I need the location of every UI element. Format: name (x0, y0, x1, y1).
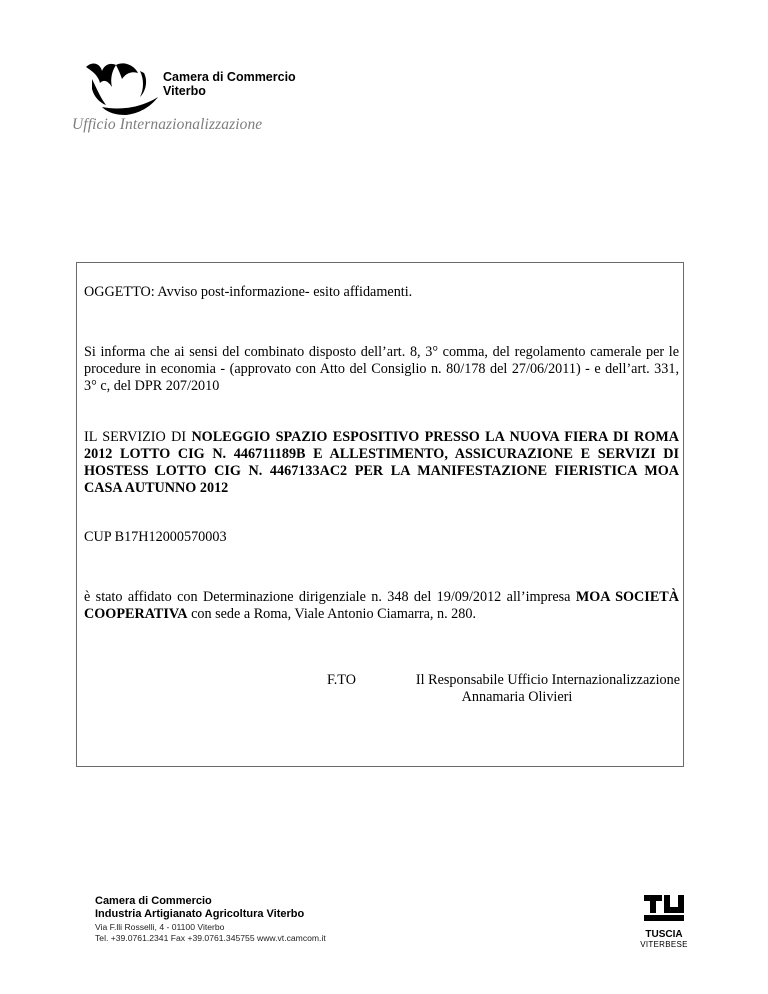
header-org-name (163, 70, 296, 98)
footer-org-line2: Industria Artigianato Agricoltura Viterbo (95, 908, 305, 920)
tuscia-name: TUSCIA (645, 929, 683, 940)
service-prefix: IL SERVIZIO DI (84, 429, 192, 445)
awarded-prefix: è stato affidato con Determinazione dirigenziale n. 348 del 19/09/2012 all’impresa (84, 589, 576, 605)
service-description: NOLEGGIO SPAZIO ESPOSITIVO PRESSO LA NUOVA FIERA DI ROMA 2012 LOTTO CIG N. 446711189B E ALLESTIMENTO, ASSICURAZIONE E SERVIZI DI HOSTESS LOTTO CIG N. 4467133AC2 PER LA MANIFESTAZIONE FIERISTICA MOA CASA AUTUNNO 2012 (84, 429, 679, 496)
tuscia-mark-icon (642, 893, 686, 923)
footer-org-name (95, 895, 304, 921)
notice-cup: CUP B17H12000570003 (84, 529, 227, 545)
signature-label: F.TO (327, 672, 356, 688)
footer-phone-web: Tel. +39.0761.2341 Fax +39.0761.345755 www.vt.camcom.it (95, 933, 326, 943)
footer-org-line1: Camera di Commercio (95, 895, 212, 907)
notice-subject: OGGETTO: Avviso post-informazione- esito affidamenti. (84, 284, 413, 300)
header-office-name: Ufficio Internazionalizzazione (72, 116, 263, 133)
chamber-logo-icon (82, 57, 162, 119)
tuscia-subtitle: VITERBESE (640, 940, 688, 949)
notice-service (84, 429, 679, 497)
header-org-line1: Camera di Commercio (163, 70, 296, 84)
notice-intro: Si informa che ai sensi del combinato disposto dell’art. 8, 3° comma, del regolamento camerale per le procedure in economia - (approvato con Atto del Consiglio n. 80/178 del 27/06/2011) - e dell’art. 331, 3° c, del DPR 207/2010 (84, 344, 679, 394)
awarded-company: MOA SOCIETÀ COOPERATIVA (84, 589, 679, 622)
signature-role: Il Responsabile Ufficio Internazionalizzazione (415, 672, 680, 688)
notice-awarded (84, 589, 679, 623)
tuscia-logo (638, 893, 690, 949)
footer-contacts (95, 922, 326, 944)
header-org-line2: Viterbo (163, 84, 206, 98)
footer-address: Via F.lli Rosselli, 4 - 01100 Viterbo (95, 922, 225, 932)
awarded-suffix: con sede a Roma, Viale Antonio Ciamarra, n. 280. (187, 606, 477, 622)
signature-name: Annamaria Olivieri (461, 689, 573, 705)
